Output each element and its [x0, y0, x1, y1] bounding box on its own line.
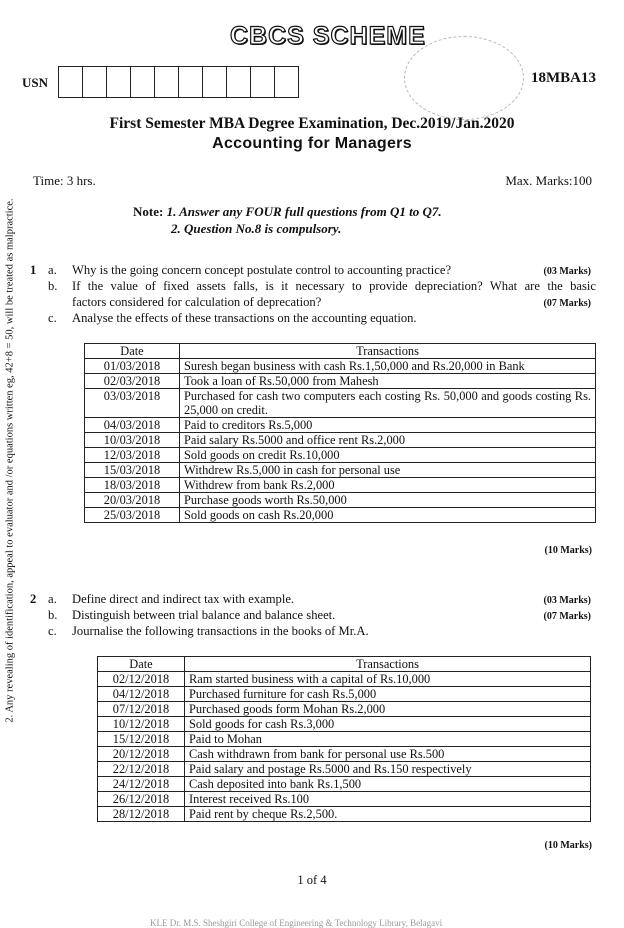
q1-number: 1 [30, 263, 37, 277]
q1-transactions-table [84, 343, 596, 523]
usn-label: USN [22, 75, 49, 90]
table-row [85, 433, 596, 448]
table-header-row [98, 657, 591, 672]
header-transactions: Transactions [180, 344, 596, 359]
question-1 [30, 262, 595, 326]
table-header-row [85, 344, 596, 359]
row-date: 02/12/2018 [98, 672, 185, 687]
row-transaction: Withdrew Rs.5,000 in cash for personal use [180, 463, 596, 478]
q1b-text-1: If the value of fixed assets falls, is it necessary to provide depreciation? What are the basic [72, 279, 596, 293]
usn-box [226, 66, 251, 98]
q1c-label: c. [48, 311, 57, 325]
q1a-marks: (03 Marks) [543, 266, 591, 277]
table-row [98, 777, 591, 792]
header-date: Date [85, 344, 180, 359]
row-date: 20/03/2018 [85, 493, 180, 508]
row-date: 24/12/2018 [98, 777, 185, 792]
row-transaction: Paid to creditors Rs.5,000 [180, 418, 596, 433]
note-line-1 [133, 204, 442, 220]
row-transaction: Ram started business with a capital of Rs.10,000 [185, 672, 591, 687]
q1c-text: Analyse the effects of these transactions on the accounting equation. [72, 311, 417, 325]
table-row [85, 418, 596, 433]
row-transaction: Purchased goods form Mohan Rs.2,000 [185, 702, 591, 717]
q2c-marks: (10 Marks) [544, 840, 592, 851]
note-1: 1. Answer any FOUR full questions from Q1 to Q7. [166, 204, 442, 219]
page-number: 1 of 4 [297, 873, 327, 887]
row-date: 18/03/2018 [85, 478, 180, 493]
usn-box [178, 66, 203, 98]
q1c-marks: (10 Marks) [544, 545, 592, 556]
usn-boxes [58, 66, 298, 98]
table-row [85, 478, 596, 493]
note-label: Note: [133, 204, 164, 219]
table-row [85, 463, 596, 478]
row-transaction: Interest received Rs.100 [185, 792, 591, 807]
usn-box [82, 66, 107, 98]
table-row [98, 687, 591, 702]
table-row [98, 702, 591, 717]
row-transaction: Purchase goods worth Rs.50,000 [180, 493, 596, 508]
row-transaction: Cash withdrawn from bank for personal use Rs.500 [185, 747, 591, 762]
q2b-text: Distinguish between trial balance and balance sheet. [72, 608, 336, 622]
row-date: 28/12/2018 [98, 807, 185, 822]
table-row [98, 747, 591, 762]
note-2: 2. Question No.8 is compulsory. [171, 221, 342, 236]
row-transaction: Took a loan of Rs.50,000 from Mahesh [180, 374, 596, 389]
q1b-marks: (07 Marks) [543, 298, 591, 309]
row-transaction: Paid salary Rs.5000 and office rent Rs.2,000 [180, 433, 596, 448]
usn-box [154, 66, 179, 98]
row-date: 01/03/2018 [85, 359, 180, 374]
stamp-seal [404, 36, 524, 120]
row-date: 02/03/2018 [85, 374, 180, 389]
table-row [98, 732, 591, 747]
row-transaction: Withdrew from bank Rs.2,000 [180, 478, 596, 493]
q2a-label: a. [48, 592, 57, 606]
row-date: 10/03/2018 [85, 433, 180, 448]
q2b-marks: (07 Marks) [543, 611, 591, 622]
q2a-marks: (03 Marks) [543, 595, 591, 606]
scheme-logo: CBCS SCHEME [230, 22, 426, 50]
q1b-label: b. [48, 279, 58, 293]
table-row [98, 762, 591, 777]
row-transaction: Suresh began business with cash Rs.1,50,000 and Rs.20,000 in Bank [180, 359, 596, 374]
usn-box [250, 66, 275, 98]
footer-library-text: KLE Dr. M.S. Sheshgiri College of Engineering & Technology Library, Belagavi [150, 918, 443, 928]
q2-transactions-table [97, 656, 591, 822]
table-row [98, 807, 591, 822]
table-row [85, 374, 596, 389]
table-row [85, 508, 596, 523]
row-date: 07/12/2018 [98, 702, 185, 717]
table-row [98, 792, 591, 807]
row-transaction: Paid to Mohan [185, 732, 591, 747]
q1a-label: a. [48, 263, 57, 277]
row-transaction: Purchased for cash two computers each costing Rs. 50,000 and goods costing Rs. 25,000 on credit. [180, 389, 596, 418]
time-allowed: Time: 3 hrs. [33, 173, 96, 188]
q2b-label: b. [48, 608, 58, 622]
max-marks: Max. Marks:100 [505, 173, 592, 188]
q2-number: 2 [30, 592, 37, 606]
row-transaction: Sold goods for cash Rs.3,000 [185, 717, 591, 732]
subject-code: 18MBA13 [531, 70, 596, 86]
table-row [85, 359, 596, 374]
q2c-label: c. [48, 624, 57, 638]
row-transaction: Sold goods on cash Rs.20,000 [180, 508, 596, 523]
q2c-text: Journalise the following transactions in the books of Mr.A. [72, 624, 369, 638]
q1b-text-2: factors considered for calculation of deprecation? [72, 295, 322, 309]
table-row [85, 448, 596, 463]
row-date: 03/03/2018 [85, 389, 180, 418]
exam-title: First Semester MBA Degree Examination, Dec.2019/Jan.2020 [109, 115, 515, 132]
side-malpractice-note: 2. Any revealing of identification, appeal to evaluator and /or equations written eg, 42+8 = 50, will be treated as malpractice. [4, 198, 16, 723]
row-date: 10/12/2018 [98, 717, 185, 732]
row-transaction: Cash deposited into bank Rs.1,500 [185, 777, 591, 792]
row-transaction: Purchased furniture for cash Rs.5,000 [185, 687, 591, 702]
question-2 [30, 591, 595, 639]
q2a-text: Define direct and indirect tax with example. [72, 592, 295, 606]
row-date: 12/03/2018 [85, 448, 180, 463]
row-date: 20/12/2018 [98, 747, 185, 762]
usn-box [58, 66, 83, 98]
row-date: 26/12/2018 [98, 792, 185, 807]
row-transaction: Sold goods on credit Rs.10,000 [180, 448, 596, 463]
row-date: 15/12/2018 [98, 732, 185, 747]
header-transactions: Transactions [185, 657, 591, 672]
table-row [85, 493, 596, 508]
row-date: 04/12/2018 [98, 687, 185, 702]
row-date: 22/12/2018 [98, 762, 185, 777]
usn-box [106, 66, 131, 98]
row-transaction: Paid salary and postage Rs.5000 and Rs.150 respectively [185, 762, 591, 777]
usn-box [130, 66, 155, 98]
table-row [85, 389, 596, 418]
subject-title: Accounting for Managers [212, 135, 412, 152]
row-transaction: Paid rent by cheque Rs.2,500. [185, 807, 591, 822]
q1a-text: Why is the going concern concept postulate control to accounting practice? [72, 263, 452, 277]
table-row [98, 717, 591, 732]
table-row [98, 672, 591, 687]
row-date: 15/03/2018 [85, 463, 180, 478]
row-date: 25/03/2018 [85, 508, 180, 523]
row-date: 04/03/2018 [85, 418, 180, 433]
usn-box [202, 66, 227, 98]
header-date: Date [98, 657, 185, 672]
usn-box [274, 66, 299, 98]
